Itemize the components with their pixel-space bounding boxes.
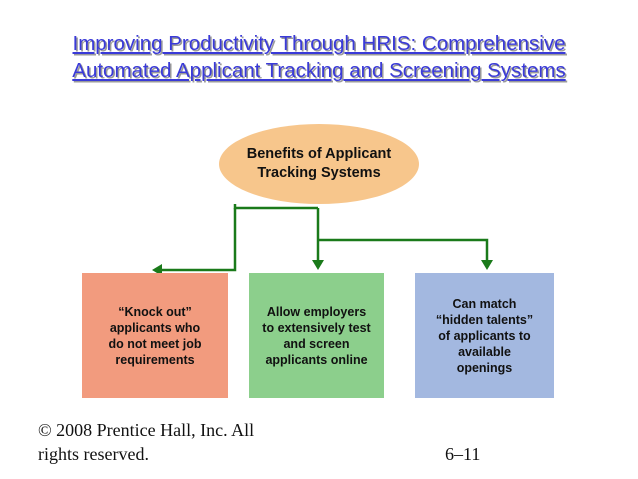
benefit-box-hidden-talents: Can match “hidden talents” of applicants to available openings [415,273,554,398]
page-number: 6–11 [445,444,481,464]
arrowhead-box-2 [312,260,324,270]
slide-title: Improving Productivity Through HRIS: Comprehensive Automated Applicant Tracking and Screening Systems [72,32,566,82]
arrowhead-box-3 [481,260,493,270]
benefit-box-test-screen: Allow employers to extensively test and screen applicants online [249,273,384,398]
connector-to-box-1 [235,204,318,208]
copyright-notice: © 2008 Prentice Hall, Inc. All rights reserved. [38,420,255,464]
connector-to-box-3 [318,240,487,262]
benefit-box-knock-out: “Knock out” applicants who do not meet job requirements [82,273,228,398]
connector-left-drop [160,208,235,270]
benefits-ellipse: Benefits of Applicant Tracking Systems [219,124,419,204]
